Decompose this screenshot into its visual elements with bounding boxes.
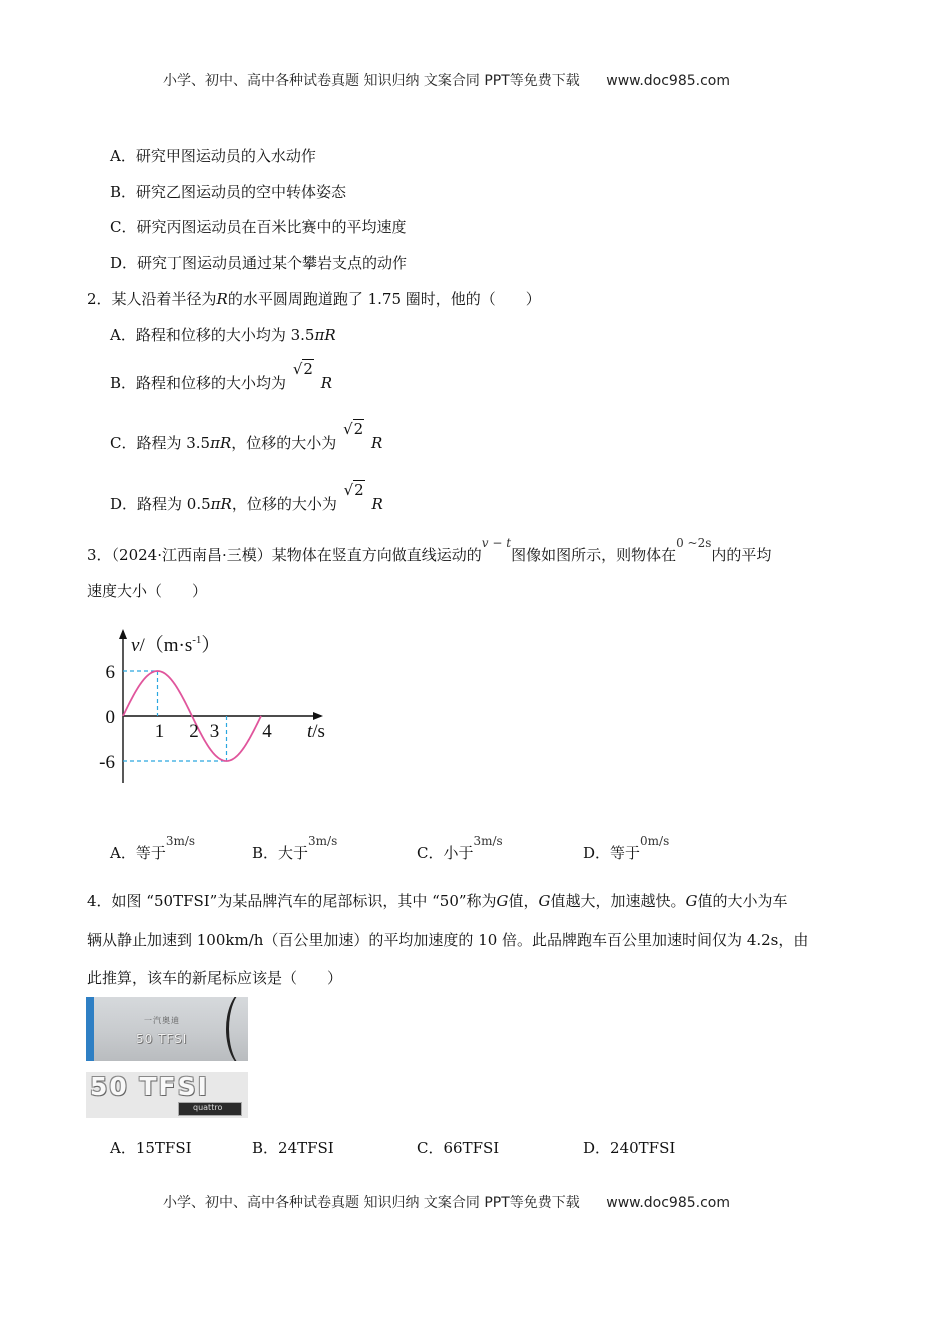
car-brand-text: 一汽奥迪 [144, 1016, 180, 1025]
sqrt-symbol: √2 [343, 420, 364, 438]
car-rear-photo [86, 997, 248, 1061]
q2-option-a: A．路程和位移的大小均为 3.5πR [110, 326, 336, 344]
sqrt-symbol: √2 [292, 360, 313, 378]
photo-blue-edge [86, 997, 94, 1061]
q3-option-b: B．大于$^{3m/s}$ [252, 834, 338, 862]
q2-option-c: C．路程为 3.5πR，位移的大小为 √2 R [110, 420, 383, 452]
q3-option-c: C．小于$^{3m/s}$ [417, 834, 503, 862]
q1-option-c: C．研究丙图运动员在百米比赛中的平均速度 [110, 218, 407, 236]
x-axis-label: t/s [307, 721, 325, 742]
x-tick-label: 4 [262, 721, 272, 742]
q3-stem-line2: 速度大小（ ） [87, 582, 208, 600]
y-axis-label: $v/(m\cdot s^{-1})$ [131, 634, 221, 656]
badge-quattro-plate [178, 1102, 242, 1116]
vt-graph [95, 612, 355, 802]
q3-option-a: A．等于$^{3m/s}$ [110, 834, 196, 862]
y-axis-arrow [119, 629, 127, 639]
q4-option-a: A．15TFSI [110, 1139, 192, 1157]
y-tick-label: 0 [105, 707, 115, 728]
badge-main-text: 50 TFSI [90, 1072, 209, 1101]
badge-quattro-text: quattro [193, 1103, 223, 1112]
q2-option-b: B．路程和位移的大小均为 √2 R [110, 360, 332, 392]
q4-stem-line3: 此推算，该车的新尾标应该是（ ） [87, 969, 343, 987]
q1-option-b: B．研究乙图运动员的空中转体姿态 [110, 183, 347, 201]
radius-symbol: R [216, 290, 228, 308]
q1-option-d: D．研究丁图运动员通过某个攀岩支点的动作 [110, 254, 408, 272]
x-tick-label: 2 [189, 721, 199, 742]
q4-stem-line1: 4．如图 “50TFSI”为某品牌汽车的尾部标识，其中 “50”称为G值，G值越大，加速越快。G值的大小为车 [87, 892, 788, 910]
footer-site-link[interactable]: www.doc985.com [606, 1195, 730, 1211]
x-tick-label: 1 [154, 721, 165, 742]
x-axis-arrow [313, 712, 323, 720]
q4-stem-line2: 辆从静止加速到 100km/h（百公里加速）的平均加速度的 10 倍。此品牌跑车百公里加速时间仅为 4.2s，由 [87, 931, 809, 949]
time-range: 0 ~2s [676, 536, 712, 550]
q4-option-b: B．24TFSI [252, 1139, 334, 1157]
q3-option-d: D．等于$^{0m/s}$ [583, 834, 670, 862]
y-tick-label: -6 [99, 752, 115, 773]
small-badge-text: 50 TFSI [136, 1032, 188, 1046]
page-header [163, 70, 730, 90]
q1-option-a: A．研究甲图运动员的入水动作 [110, 147, 316, 165]
tfsi-badge-photo [86, 1072, 248, 1118]
header-site-link[interactable]: www.doc985.com [606, 73, 730, 89]
q2-stem: 2．某人沿着半径为R的水平圆周跑道跑了 1.75 圈时，他的（ ） [87, 290, 541, 308]
q4-option-c: C．66TFSI [417, 1139, 500, 1157]
page-footer [163, 1192, 730, 1212]
y-tick-label: 6 [105, 662, 115, 683]
sqrt-symbol: √2 [343, 481, 364, 499]
q2-option-d: D．路程为 0.5πR，位移的大小为 √2 R [110, 481, 383, 513]
photo-body-line [226, 997, 248, 1061]
vt-notation: v − t [481, 536, 512, 550]
footer-text: 小学、初中、高中各种试卷真题 知识归纳 文案合同 PPT等免费下载 [163, 1195, 580, 1211]
x-tick-label: 3 [209, 721, 220, 742]
q3-stem-line1: 3．（2024·江西南昌·三模）某物体在竖直方向做直线运动的$^{v - t}$图像如图所示，则物体在$^{0 \sim 2s}$内的平均 [87, 536, 772, 564]
q4-option-d: D．240TFSI [583, 1139, 676, 1157]
header-text: 小学、初中、高中各种试卷真题 知识归纳 文案合同 PPT等免费下载 [163, 73, 580, 89]
